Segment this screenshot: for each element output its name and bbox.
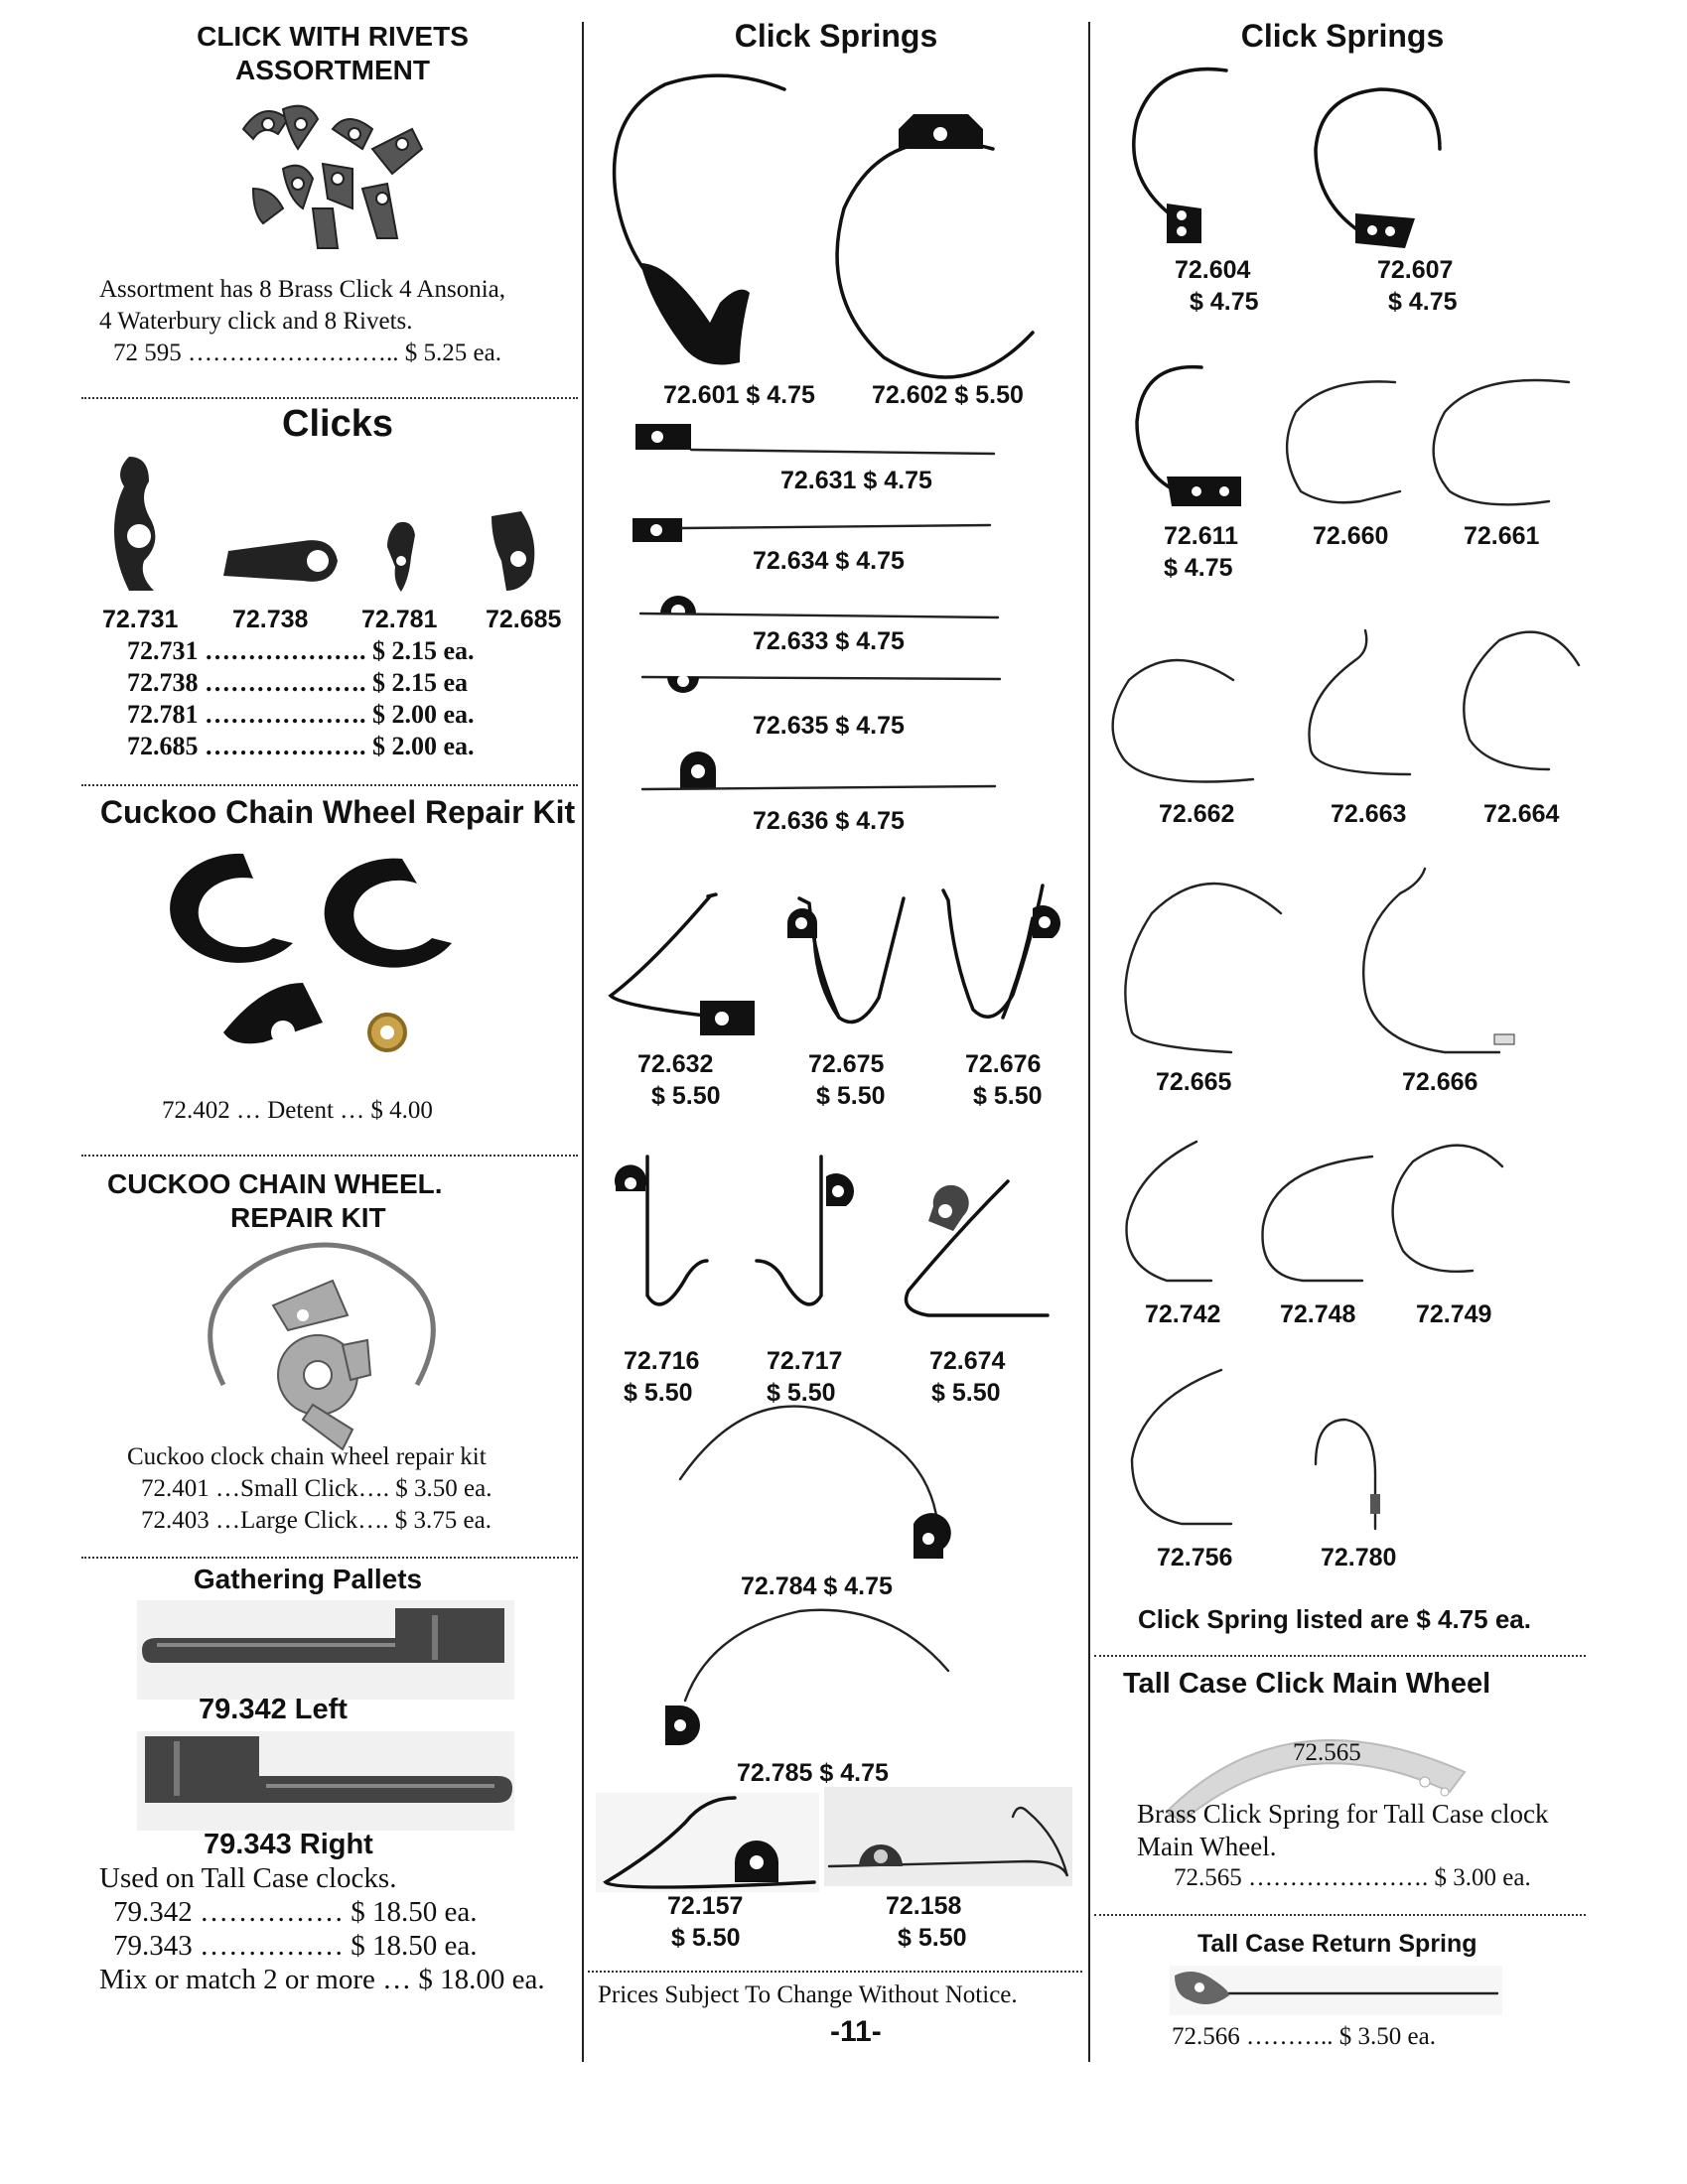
label-72-631: 72.631 $ 4.75 bbox=[780, 467, 932, 494]
cuckoo-kit2-small-price: 72.401 …Small Click…. $ 3.50 ea. bbox=[141, 1475, 492, 1502]
return-spring-title: Tall Case Return Spring bbox=[1197, 1930, 1477, 1958]
label-72-633: 72.633 $ 4.75 bbox=[753, 627, 905, 655]
spring-72-602 bbox=[824, 114, 1043, 382]
return-spring-image bbox=[1170, 1966, 1502, 2015]
pallet-right-price: 79.343 …………… $ 18.50 ea. bbox=[113, 1930, 478, 1962]
assortment-desc-line1: Assortment has 8 Brass Click 4 Ansonia, bbox=[99, 276, 506, 303]
spring-72-633 bbox=[635, 586, 1003, 625]
label-72-664: 72.664 bbox=[1483, 800, 1560, 828]
spring-72-665 bbox=[1112, 874, 1291, 1057]
spring-72-785 bbox=[660, 1606, 958, 1755]
return-spring-price: 72.566 ……….. $ 3.50 ea. bbox=[1172, 2023, 1436, 2050]
pallets-title: Gathering Pallets bbox=[193, 1564, 423, 1594]
spring-72-784 bbox=[675, 1415, 973, 1564]
label-72-675: 72.675 bbox=[808, 1050, 885, 1078]
price-72-158: $ 5.50 bbox=[898, 1924, 967, 1952]
spring-72-636 bbox=[637, 750, 1000, 799]
label-72-607: 72.607 bbox=[1377, 256, 1454, 284]
spring-72-663 bbox=[1296, 625, 1425, 789]
label-72-716: 72.716 bbox=[624, 1347, 700, 1375]
label-72-602: 72.602 $ 5.50 bbox=[872, 381, 1024, 409]
label-72-785: 72.785 $ 4.75 bbox=[737, 1759, 889, 1787]
spring-72-158 bbox=[824, 1787, 1072, 1886]
assortment-price: 72 595 …………………….. $ 5.25 ea. bbox=[113, 340, 501, 366]
divider bbox=[81, 1155, 578, 1157]
spring-72-716 bbox=[608, 1152, 727, 1330]
spring-72-666 bbox=[1345, 864, 1534, 1057]
label-72-611: 72.611 bbox=[1164, 522, 1239, 550]
middle-title: Click Springs bbox=[734, 18, 938, 54]
pallet-right-label: 79.343 Right bbox=[204, 1829, 373, 1860]
label-72-634: 72.634 $ 4.75 bbox=[753, 547, 905, 575]
spring-72-675 bbox=[779, 879, 909, 1037]
spring-72-780 bbox=[1296, 1415, 1395, 1534]
spring-72-742 bbox=[1112, 1137, 1221, 1286]
divider bbox=[588, 1971, 1082, 1973]
label-72-663: 72.663 bbox=[1331, 800, 1407, 828]
price-72-674: $ 5.50 bbox=[931, 1379, 1001, 1407]
label-72-666: 72.666 bbox=[1402, 1068, 1478, 1096]
label-72-674: 72.674 bbox=[929, 1347, 1006, 1375]
divider bbox=[81, 397, 578, 399]
right-title: Click Springs bbox=[1240, 18, 1445, 54]
assortment-desc-line2: 4 Waterbury click and 8 Rivets. bbox=[99, 308, 413, 335]
price-72-717: $ 5.50 bbox=[767, 1379, 836, 1407]
spring-72-674 bbox=[884, 1176, 1053, 1335]
cuckoo-kit-image bbox=[174, 844, 492, 1082]
cuckoo-kit-detent-price: 72.402 … Detent … $ 4.00 bbox=[162, 1097, 433, 1124]
divider bbox=[81, 784, 578, 786]
tall-wheel-desc-line2: Main Wheel. bbox=[1137, 1832, 1277, 1861]
label-72-636: 72.636 $ 4.75 bbox=[753, 807, 905, 835]
spring-72-607 bbox=[1301, 79, 1450, 248]
label-72-157: 72.157 bbox=[667, 1892, 744, 1920]
assortment-title bbox=[89, 20, 576, 86]
click-price-738: 72.738 ………………. $ 2.15 ea bbox=[127, 668, 469, 697]
spring-72-635 bbox=[637, 665, 1005, 710]
cuckoo-kit-title: Cuckoo Chain Wheel Repair Kit bbox=[99, 794, 576, 830]
click-price-685: 72.685 ………………. $ 2.00 ea. bbox=[127, 732, 475, 760]
cuckoo-kit2-image bbox=[194, 1236, 432, 1449]
label-72-665: 72.665 bbox=[1156, 1068, 1232, 1096]
clicks-title: Clicks bbox=[282, 403, 393, 445]
click-price-731: 72.731 ………………. $ 2.15 ea. bbox=[127, 636, 475, 665]
spring-72-662 bbox=[1104, 650, 1273, 789]
label-72-661: 72.661 bbox=[1464, 522, 1540, 550]
price-72-675: $ 5.50 bbox=[816, 1082, 886, 1110]
column-divider-right bbox=[1088, 22, 1090, 2062]
pallet-right-image bbox=[137, 1731, 514, 1831]
divider bbox=[81, 1557, 578, 1559]
assortment-image bbox=[223, 89, 462, 258]
assortment-title-line1: CLICK WITH RIVETS bbox=[197, 21, 469, 52]
spring-72-660 bbox=[1276, 372, 1415, 511]
cuckoo-kit2-title-line2: REPAIR KIT bbox=[230, 1201, 386, 1233]
tall-wheel-title: Tall Case Click Main Wheel bbox=[1123, 1668, 1491, 1700]
prices-notice: Prices Subject To Change Without Notice. bbox=[598, 1981, 1018, 2008]
assortment-title-line2: ASSORTMENT bbox=[235, 54, 430, 85]
pallets-used-note: Used on Tall Case clocks. bbox=[99, 1862, 397, 1894]
label-72-601: 72.601 $ 4.75 bbox=[663, 381, 815, 409]
label-72-632: 72.632 bbox=[637, 1050, 714, 1078]
pallets-mix-price: Mix or match 2 or more … $ 18.00 ea. bbox=[99, 1964, 545, 1995]
spring-72-676 bbox=[933, 879, 1072, 1037]
label-72-717: 72.717 bbox=[767, 1347, 843, 1375]
pallet-left-image bbox=[137, 1600, 514, 1700]
cuckoo-kit2-title bbox=[107, 1167, 485, 1234]
pallet-left-price: 79.342 …………… $ 18.50 ea. bbox=[113, 1896, 478, 1928]
spring-72-756 bbox=[1117, 1365, 1246, 1539]
label-72-158: 72.158 bbox=[886, 1892, 962, 1920]
spring-72-749 bbox=[1383, 1147, 1522, 1296]
spring-72-601 bbox=[596, 65, 794, 382]
spring-72-157 bbox=[596, 1793, 819, 1892]
spring-72-611 bbox=[1127, 362, 1246, 511]
label-72-660: 72.660 bbox=[1313, 522, 1389, 550]
label-72-748: 72.748 bbox=[1280, 1300, 1356, 1328]
spring-72-717 bbox=[747, 1152, 876, 1330]
price-72-716: $ 5.50 bbox=[624, 1379, 693, 1407]
price-72-604: $ 4.75 bbox=[1190, 288, 1259, 316]
clicks-image bbox=[109, 452, 576, 596]
spring-72-748 bbox=[1253, 1152, 1382, 1291]
spring-72-604 bbox=[1122, 65, 1251, 243]
click-label-731: 72.731 bbox=[102, 606, 179, 633]
spring-72-664 bbox=[1450, 625, 1589, 789]
tall-wheel-image-label: 72.565 bbox=[1293, 1739, 1361, 1766]
price-72-607: $ 4.75 bbox=[1388, 288, 1458, 316]
label-72-742: 72.742 bbox=[1145, 1300, 1221, 1328]
spring-72-631 bbox=[635, 422, 998, 457]
click-label-685: 72.685 bbox=[486, 606, 562, 633]
label-72-784: 72.784 $ 4.75 bbox=[741, 1572, 893, 1600]
spring-72-661 bbox=[1420, 372, 1579, 511]
pallet-left-label: 79.342 Left bbox=[199, 1694, 348, 1725]
click-price-781: 72.781 ………………. $ 2.00 ea. bbox=[127, 700, 475, 729]
price-72-632: $ 5.50 bbox=[651, 1082, 721, 1110]
cuckoo-kit2-title-line1: CUCKOO CHAIN WHEEL. bbox=[107, 1168, 443, 1199]
click-label-738: 72.738 bbox=[232, 606, 309, 633]
price-72-676: $ 5.50 bbox=[973, 1082, 1043, 1110]
label-72-604: 72.604 bbox=[1175, 256, 1251, 284]
cuckoo-kit2-desc: Cuckoo clock chain wheel repair kit bbox=[127, 1443, 487, 1470]
click-label-781: 72.781 bbox=[361, 606, 438, 633]
page-number: -11- bbox=[830, 2015, 882, 2048]
label-72-676: 72.676 bbox=[965, 1050, 1042, 1078]
spring-72-632 bbox=[601, 891, 760, 1040]
column-divider-left bbox=[582, 22, 584, 2062]
click-spring-price-note: Click Spring listed are $ 4.75 ea. bbox=[1138, 1604, 1531, 1634]
tall-wheel-price: 72.565 …………………. $ 3.00 ea. bbox=[1174, 1864, 1531, 1891]
spring-72-634 bbox=[633, 516, 995, 546]
label-72-749: 72.749 bbox=[1416, 1300, 1492, 1328]
divider bbox=[1094, 1914, 1586, 1916]
tall-wheel-desc-line1: Brass Click Spring for Tall Case clock bbox=[1137, 1799, 1549, 1829]
divider bbox=[1094, 1655, 1586, 1657]
price-72-157: $ 5.50 bbox=[671, 1924, 741, 1952]
label-72-756: 72.756 bbox=[1157, 1544, 1233, 1571]
label-72-780: 72.780 bbox=[1321, 1544, 1397, 1571]
price-72-611: $ 4.75 bbox=[1164, 554, 1233, 582]
label-72-635: 72.635 $ 4.75 bbox=[753, 712, 905, 740]
cuckoo-kit2-large-price: 72.403 …Large Click…. $ 3.75 ea. bbox=[141, 1507, 492, 1534]
label-72-662: 72.662 bbox=[1159, 800, 1235, 828]
